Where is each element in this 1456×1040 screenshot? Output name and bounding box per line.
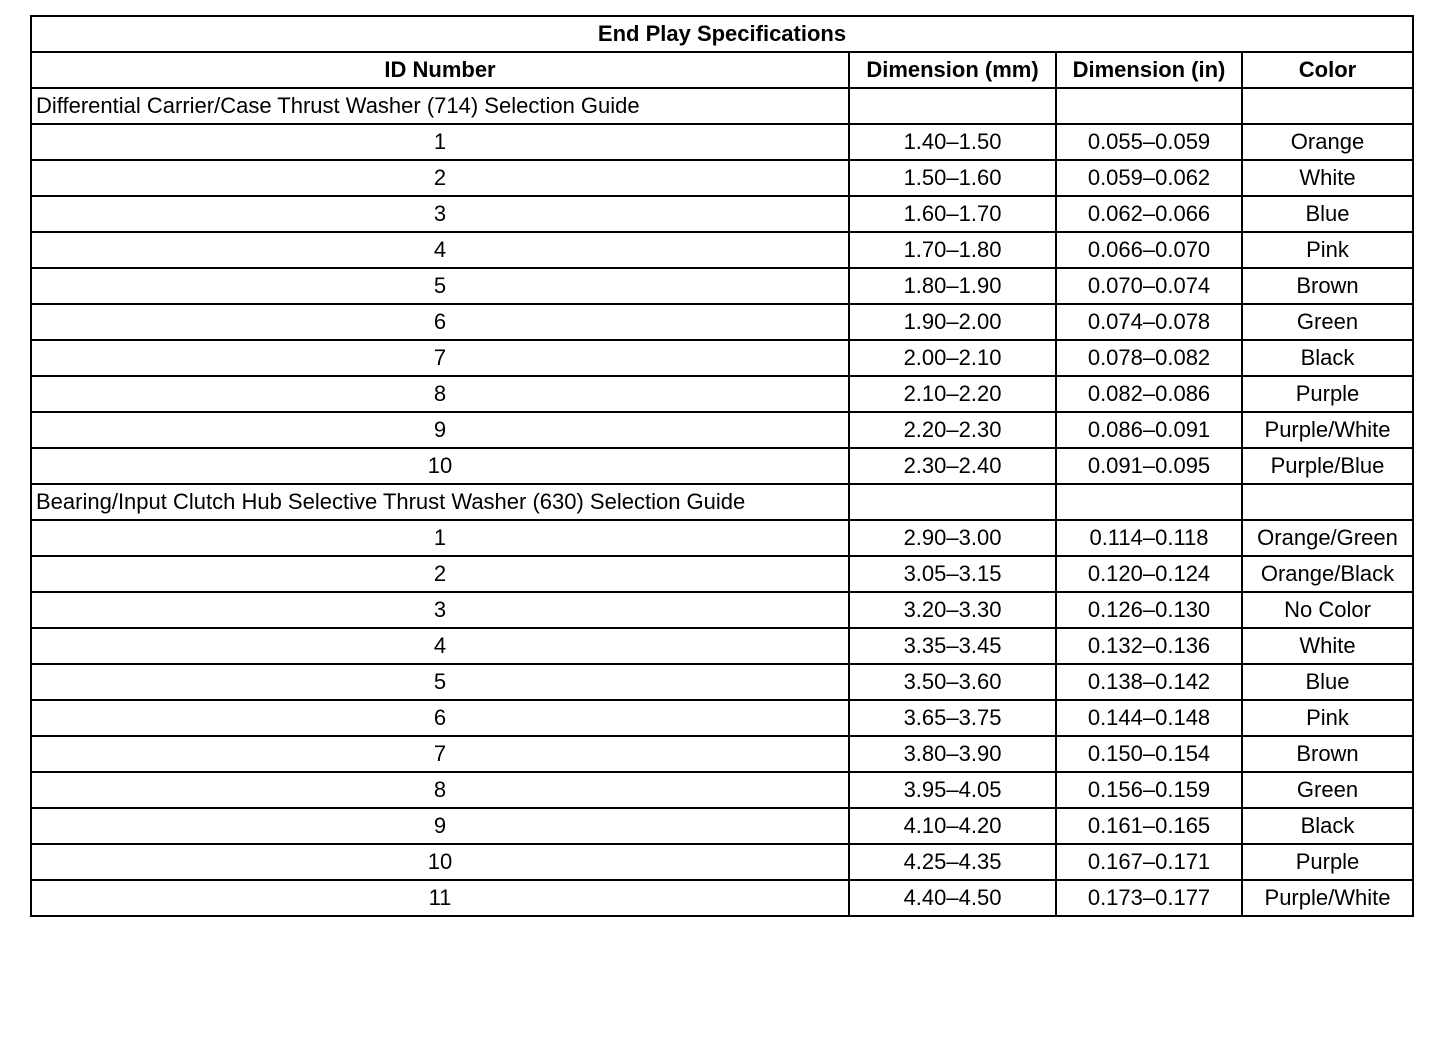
id-number-cell: 10: [31, 448, 849, 484]
table-row: [31, 304, 1413, 340]
id-number-cell: 9: [31, 412, 849, 448]
table-row: [31, 844, 1413, 880]
id-number-cell: 3: [31, 592, 849, 628]
color-cell: Black: [1242, 808, 1413, 844]
table-row: [31, 664, 1413, 700]
dimension-mm-cell: 1.90–2.00: [849, 304, 1056, 340]
table-row: [31, 592, 1413, 628]
dimension-in-cell: 0.059–0.062: [1056, 160, 1242, 196]
empty-cell: [1056, 484, 1242, 520]
table-row: [31, 448, 1413, 484]
dimension-mm-cell: 3.50–3.60: [849, 664, 1056, 700]
id-number-cell: 7: [31, 340, 849, 376]
table-row: [31, 880, 1413, 916]
id-number-cell: 4: [31, 628, 849, 664]
color-cell: Brown: [1242, 736, 1413, 772]
table-title: End Play Specifications: [31, 16, 1413, 52]
empty-cell: [849, 88, 1056, 124]
color-cell: Purple/White: [1242, 412, 1413, 448]
dimension-mm-cell: 3.20–3.30: [849, 592, 1056, 628]
id-number-cell: 1: [31, 124, 849, 160]
dimension-mm-cell: 1.50–1.60: [849, 160, 1056, 196]
dimension-in-cell: 0.150–0.154: [1056, 736, 1242, 772]
id-number-cell: 3: [31, 196, 849, 232]
dimension-in-cell: 0.062–0.066: [1056, 196, 1242, 232]
color-cell: Brown: [1242, 268, 1413, 304]
dimension-mm-cell: 4.40–4.50: [849, 880, 1056, 916]
dimension-mm-cell: 2.10–2.20: [849, 376, 1056, 412]
dimension-in-cell: 0.138–0.142: [1056, 664, 1242, 700]
dimension-mm-cell: 3.35–3.45: [849, 628, 1056, 664]
dimension-mm-cell: 3.95–4.05: [849, 772, 1056, 808]
dimension-in-cell: 0.126–0.130: [1056, 592, 1242, 628]
dimension-in-cell: 0.114–0.118: [1056, 520, 1242, 556]
section-row: [31, 484, 1413, 520]
id-number-cell: 6: [31, 700, 849, 736]
empty-cell: [1242, 88, 1413, 124]
table-row: [31, 520, 1413, 556]
id-number-cell: 6: [31, 304, 849, 340]
empty-cell: [849, 484, 1056, 520]
id-number-cell: 7: [31, 736, 849, 772]
dimension-in-cell: 0.144–0.148: [1056, 700, 1242, 736]
section-label: Differential Carrier/Case Thrust Washer (714) Selection Guide: [31, 88, 849, 124]
id-number-cell: 4: [31, 232, 849, 268]
id-number-cell: 5: [31, 664, 849, 700]
dimension-mm-cell: 3.05–3.15: [849, 556, 1056, 592]
dimension-mm-cell: 1.80–1.90: [849, 268, 1056, 304]
header-id-number: ID Number: [31, 52, 849, 88]
table-row: [31, 232, 1413, 268]
table-row: [31, 340, 1413, 376]
dimension-mm-cell: 4.10–4.20: [849, 808, 1056, 844]
color-cell: No Color: [1242, 592, 1413, 628]
color-cell: Pink: [1242, 232, 1413, 268]
table-row: [31, 196, 1413, 232]
empty-cell: [1056, 88, 1242, 124]
id-number-cell: 5: [31, 268, 849, 304]
dimension-in-cell: 0.066–0.070: [1056, 232, 1242, 268]
id-number-cell: 1: [31, 520, 849, 556]
dimension-in-cell: 0.161–0.165: [1056, 808, 1242, 844]
color-cell: Purple/Blue: [1242, 448, 1413, 484]
end-play-specifications-table: [30, 15, 1414, 917]
dimension-in-cell: 0.074–0.078: [1056, 304, 1242, 340]
dimension-in-cell: 0.086–0.091: [1056, 412, 1242, 448]
id-number-cell: 2: [31, 556, 849, 592]
dimension-in-cell: 0.120–0.124: [1056, 556, 1242, 592]
table-row: [31, 376, 1413, 412]
id-number-cell: 10: [31, 844, 849, 880]
header-dimension-in: Dimension (in): [1056, 52, 1242, 88]
table-row: [31, 556, 1413, 592]
color-cell: Blue: [1242, 664, 1413, 700]
dimension-mm-cell: 1.70–1.80: [849, 232, 1056, 268]
dimension-in-cell: 0.156–0.159: [1056, 772, 1242, 808]
table-row: [31, 160, 1413, 196]
color-cell: Orange/Black: [1242, 556, 1413, 592]
header-dimension-mm: Dimension (mm): [849, 52, 1056, 88]
dimension-mm-cell: 2.30–2.40: [849, 448, 1056, 484]
table-row: [31, 736, 1413, 772]
table-header-row: [31, 52, 1413, 88]
dimension-in-cell: 0.091–0.095: [1056, 448, 1242, 484]
dimension-in-cell: 0.055–0.059: [1056, 124, 1242, 160]
color-cell: Orange: [1242, 124, 1413, 160]
dimension-in-cell: 0.078–0.082: [1056, 340, 1242, 376]
color-cell: Purple/White: [1242, 880, 1413, 916]
header-color: Color: [1242, 52, 1413, 88]
dimension-mm-cell: 3.80–3.90: [849, 736, 1056, 772]
empty-cell: [1242, 484, 1413, 520]
id-number-cell: 2: [31, 160, 849, 196]
id-number-cell: 8: [31, 772, 849, 808]
color-cell: White: [1242, 160, 1413, 196]
color-cell: Green: [1242, 304, 1413, 340]
id-number-cell: 9: [31, 808, 849, 844]
table-title-row: [31, 16, 1413, 52]
table-row: [31, 268, 1413, 304]
color-cell: Orange/Green: [1242, 520, 1413, 556]
color-cell: White: [1242, 628, 1413, 664]
color-cell: Pink: [1242, 700, 1413, 736]
color-cell: Purple: [1242, 844, 1413, 880]
id-number-cell: 8: [31, 376, 849, 412]
dimension-mm-cell: 2.20–2.30: [849, 412, 1056, 448]
table-row: [31, 628, 1413, 664]
dimension-in-cell: 0.132–0.136: [1056, 628, 1242, 664]
dimension-in-cell: 0.070–0.074: [1056, 268, 1242, 304]
dimension-mm-cell: 4.25–4.35: [849, 844, 1056, 880]
id-number-cell: 11: [31, 880, 849, 916]
table-row: [31, 412, 1413, 448]
dimension-in-cell: 0.082–0.086: [1056, 376, 1242, 412]
dimension-mm-cell: 2.90–3.00: [849, 520, 1056, 556]
color-cell: Purple: [1242, 376, 1413, 412]
table-row: [31, 772, 1413, 808]
dimension-mm-cell: 3.65–3.75: [849, 700, 1056, 736]
table-row: [31, 808, 1413, 844]
dimension-in-cell: 0.173–0.177: [1056, 880, 1242, 916]
color-cell: Blue: [1242, 196, 1413, 232]
dimension-in-cell: 0.167–0.171: [1056, 844, 1242, 880]
dimension-mm-cell: 1.60–1.70: [849, 196, 1056, 232]
dimension-mm-cell: 1.40–1.50: [849, 124, 1056, 160]
table-body: [31, 88, 1413, 916]
color-cell: Green: [1242, 772, 1413, 808]
table-row: [31, 700, 1413, 736]
section-row: [31, 88, 1413, 124]
table-row: [31, 124, 1413, 160]
color-cell: Black: [1242, 340, 1413, 376]
dimension-mm-cell: 2.00–2.10: [849, 340, 1056, 376]
section-label: Bearing/Input Clutch Hub Selective Thrust Washer (630) Selection Guide: [31, 484, 849, 520]
